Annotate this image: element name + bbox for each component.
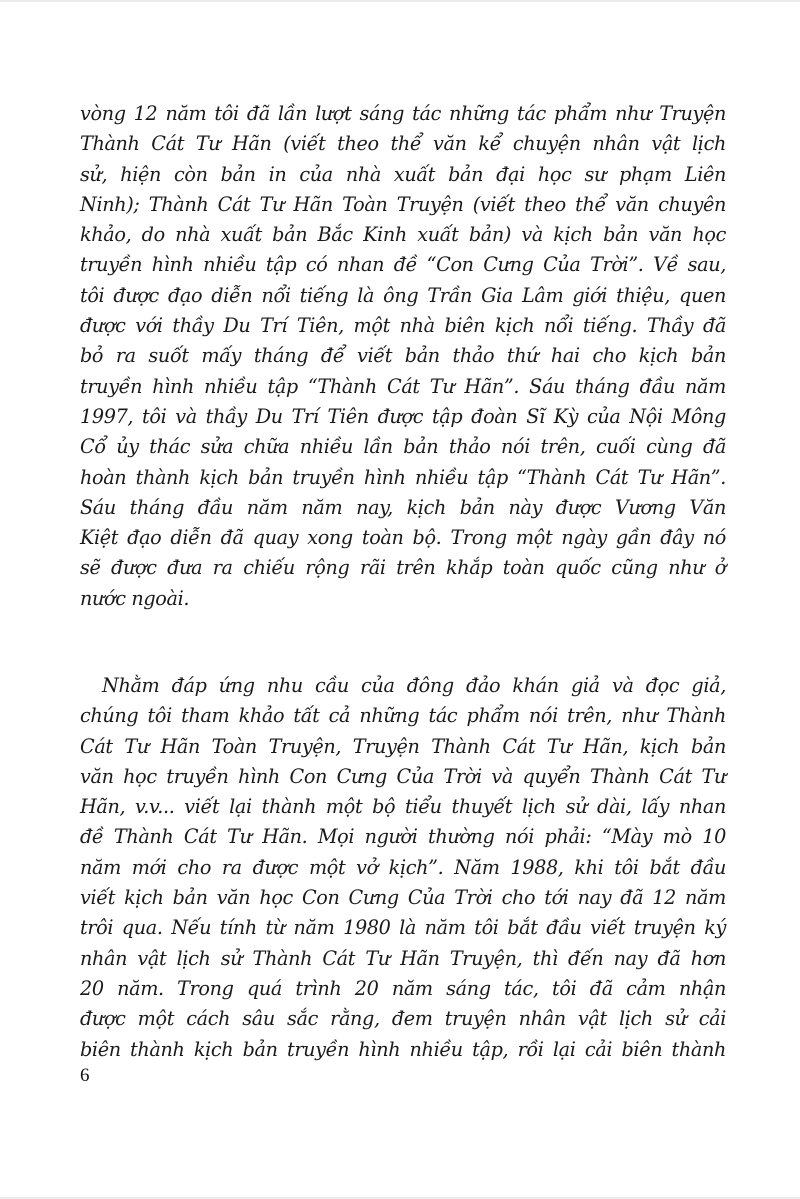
paragraph-1 xyxy=(80,99,726,614)
text-line: chúng tôi tham khảo tất cả những tác phẩm nói trên, như Thành xyxy=(80,704,726,728)
text-line: viết kịch bản văn học Con Cưng Của Trời cho tới nay đã 12 năm xyxy=(80,886,726,910)
text-line: Kiệt đạo diễn đã quay xong toàn bộ. Trong một ngày gần đây nó xyxy=(80,526,726,550)
text-line: trôi qua. Nếu tính từ năm 1980 là năm tôi bắt đầu viết truyện ký xyxy=(80,916,726,940)
page-number: 6 xyxy=(80,1065,90,1086)
paragraph-2 xyxy=(80,671,726,1065)
text-line: văn học truyền hình Con Cưng Của Trời và quyển Thành Cát Tư xyxy=(80,764,726,788)
text-line: Cổ ủy thác sửa chữa nhiều lần bản thảo nói trên, cuối cùng đã xyxy=(80,435,726,459)
text-line: bỏ ra suốt mấy tháng để viết bản thảo thứ hai cho kịch bản xyxy=(80,344,726,368)
text-line: khảo, do nhà xuất bản Bắc Kinh xuất bản) và kịch bản văn học xyxy=(80,223,726,247)
text-line: Ninh); Thành Cát Tư Hãn Toàn Truyện (viết theo thể văn chuyên xyxy=(80,192,726,216)
text-line: truyền hình nhiều tập có nhan đề “Con Cưng Của Trời”. Về sau, xyxy=(80,253,726,277)
text-line: truyền hình nhiều tập “Thành Cát Tư Hãn”. Sáu tháng đầu năm xyxy=(80,374,726,398)
text-line: biên thành kịch bản truyền hình nhiều tập, rồi lại cải biên thành xyxy=(80,1037,726,1061)
text-line: tôi được đạo diễn nổi tiếng là ông Trần Gia Lâm giới thiệu, quen xyxy=(80,283,726,307)
text-line: sẽ được đưa ra chiếu rộng rãi trên khắp toàn quốc cũng như ở xyxy=(80,556,726,580)
text-line: đề Thành Cát Tư Hãn. Mọi người thường nói phải: “Mày mò 10 xyxy=(80,825,726,849)
text-line: Thành Cát Tư Hãn (viết theo thể văn kể chuyện nhân vật lịch xyxy=(80,132,726,156)
text-line: Cát Tư Hãn Toàn Truyện, Truyện Thành Cát Tư Hãn, kịch bản xyxy=(80,734,726,758)
text-line: Sáu tháng đầu năm năm nay, kịch bản này được Vương Văn xyxy=(80,495,726,519)
text-line: 1997, tôi và thầy Du Trí Tiên được tập đoàn Sĩ Kỳ của Nội Mông xyxy=(80,404,726,428)
text-line: hoàn thành kịch bản truyền hình nhiều tập “Thành Cát Tư Hãn”. xyxy=(80,465,726,489)
text-line: năm mới cho ra được một vở kịch”. Năm 1988, khi tôi bắt đầu xyxy=(80,855,726,879)
text-line: được một cách sâu sắc rằng, đem truyện nhân vật lịch sử cải xyxy=(80,1007,726,1031)
page-edge-top xyxy=(0,0,800,2)
text-line: nước ngoài. xyxy=(80,586,190,610)
text-line: sử, hiện còn bản in của nhà xuất bản đại học sư phạm Liên xyxy=(80,162,726,186)
text-line: được với thầy Du Trí Tiên, một nhà biên kịch nổi tiếng. Thầy đã xyxy=(80,314,726,338)
text-line: Hãn, v.v... viết lại thành một bộ tiểu thuyết lịch sử dài, lấy nhan xyxy=(80,795,726,819)
text-line: nhân vật lịch sử Thành Cát Tư Hãn Truyện, thì đến nay đã hơn xyxy=(80,946,726,970)
text-line: Nhằm đáp ứng nhu cầu của đông đảo khán giả và đọc giả, xyxy=(102,674,726,697)
text-line: 20 năm. Trong quá trình 20 năm sáng tác, tôi đã cảm nhận xyxy=(80,976,726,1000)
text-line: vòng 12 năm tôi đã lần lượt sáng tác những tác phẩm như Truyện xyxy=(80,102,726,125)
